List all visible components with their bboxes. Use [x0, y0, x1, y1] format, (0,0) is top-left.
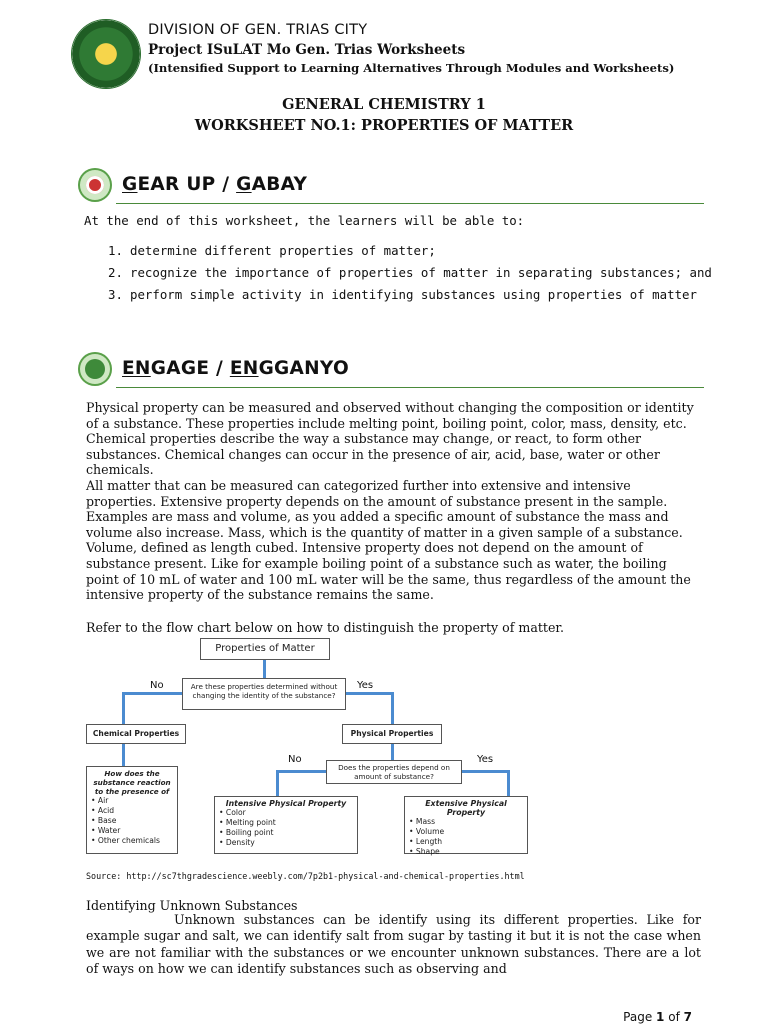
- list-item: • Shape: [409, 847, 523, 857]
- list-item: • Air: [91, 796, 173, 806]
- flowchart-arrow: [507, 770, 510, 796]
- flowchart-root: Properties of Matter: [200, 638, 330, 660]
- identifying-heading: Identifying Unknown Substances: [86, 898, 298, 913]
- flowchart-arrow: [276, 770, 279, 796]
- list-item: 2. recognize the importance of properties of matter in separating substances; and: [108, 265, 712, 280]
- flowchart-arrow: [276, 770, 326, 773]
- course-title: GENERAL CHEMISTRY 1: [282, 96, 486, 113]
- flowchart-intensive-box: [214, 796, 358, 854]
- chemical-question: How does the substance reaction to the presence of: [93, 769, 171, 796]
- flowchart-no-label: No: [288, 754, 302, 765]
- paragraph-extensive-intensive: All matter that can be measured can categorized further into extensive and intensive properties. Extensive property depends on the amount of substance present in the sample. Examples are mass and volume, as you added a specific amount of substance the mass and volume also increase. Mass, which is the quantity of matter in a given sample of a substance. Volume, defined as length cubed. Intensive property does not depend on the amount of substance present. Like for example boiling point of a substance such as water, the boiling point of 10 mL of water and 100 mL water will be the same, thus regardless of the amount the intensive property of the substance remains the same.: [86, 478, 691, 603]
- worksheet-title: WORKSHEET NO.1: PROPERTIES OF MATTER: [194, 117, 574, 134]
- list-item: 1. determine different properties of matter;: [108, 243, 436, 258]
- identifying-paragraph: Unknown substances can be identify using its different properties. Like for example sugar and salt, we can identify salt from sugar by tasting it but it is not the case when we are not familiar with the substances or we encounter unknown substances. There are a lot of ways on how we can identify substances such as observing and: [86, 912, 701, 977]
- source-citation: Source: http://sc7thgradescience.weebly.com/7p2b1-physical-and-chemical-properties.html: [86, 871, 525, 881]
- project-name: Project ISuLAT Mo Gen. Trias Worksheets: [148, 42, 466, 58]
- engage-heading: ENGAGE / ENGGANYO: [122, 358, 349, 379]
- list-item: • Volume: [409, 827, 523, 837]
- flowchart-arrow: [122, 744, 125, 766]
- flowchart-arrow: [122, 692, 182, 695]
- flowchart-yes-label: Yes: [477, 754, 494, 765]
- section-divider: [116, 387, 704, 388]
- list-item: • Base: [91, 816, 173, 826]
- list-item: 3. perform simple activity in identifying substances using properties of matter: [108, 287, 697, 302]
- list-item: • Mass: [409, 817, 523, 827]
- properties-flowchart: [80, 636, 620, 864]
- objectives-list: [108, 243, 712, 309]
- flowchart-physical-properties: Physical Properties: [342, 724, 442, 744]
- list-item: • Other chemicals: [91, 836, 173, 846]
- flowchart-arrow: [122, 692, 125, 724]
- division-seal-logo: [72, 20, 140, 88]
- page-number: Page 1 of 7: [623, 1010, 692, 1024]
- objectives-intro: At the end of this worksheet, the learners will be able to:: [84, 213, 525, 228]
- flowchart-question-amount: Does the properties depend on amount of substance?: [326, 760, 462, 784]
- flowchart-arrow: [391, 692, 394, 724]
- flowchart-chemical-properties: Chemical Properties: [86, 724, 186, 744]
- flowchart-arrow: [263, 660, 266, 680]
- flowchart-extensive-box: [404, 796, 528, 854]
- flowchart-yes-label: Yes: [357, 680, 374, 691]
- section-divider: [116, 203, 704, 204]
- target-icon: [78, 168, 112, 202]
- paragraph-flowchart-intro: Refer to the flow chart below on how to distinguish the property of matter.: [86, 620, 565, 635]
- list-item: • Density: [219, 838, 353, 848]
- list-item: • Water: [91, 826, 173, 836]
- flowchart-no-label: No: [150, 680, 164, 691]
- list-item: • Melting point: [219, 818, 353, 828]
- extensive-title: Extensive Physical Property: [425, 799, 507, 817]
- project-tagline: (Intensified Support to Learning Alternatives Through Modules and Worksheets): [148, 61, 675, 75]
- list-item: • Length: [409, 837, 523, 847]
- target-center-icon: [86, 176, 104, 194]
- flowchart-arrow: [346, 692, 394, 695]
- flowchart-question-identity: Are these properties determined without changing the identity of the substance?: [182, 678, 346, 710]
- gear-up-heading: GEAR UP / GABAY: [122, 174, 308, 195]
- paragraph-physical-chemical: Physical property can be measured and observed without changing the composition or identity of a substance. These properties include melting point, boiling point, color, mass, density, etc. Chemical properties describe the way a substance may change, or react, to form other substances. Chemical changes can occur in the presence of air, acid, base, water or other chemicals.: [86, 400, 694, 478]
- list-item: • Acid: [91, 806, 173, 816]
- list-item: • Boiling point: [219, 828, 353, 838]
- head-silhouette-icon: [85, 359, 105, 379]
- division-name: DIVISION OF GEN. TRIAS CITY: [148, 22, 368, 38]
- intensive-title: Intensive Physical Property: [225, 799, 347, 808]
- flowchart-arrow: [462, 770, 510, 773]
- list-item: • Color: [219, 808, 353, 818]
- flowchart-chemical-list: [86, 766, 178, 854]
- engage-head-icon: [78, 352, 112, 386]
